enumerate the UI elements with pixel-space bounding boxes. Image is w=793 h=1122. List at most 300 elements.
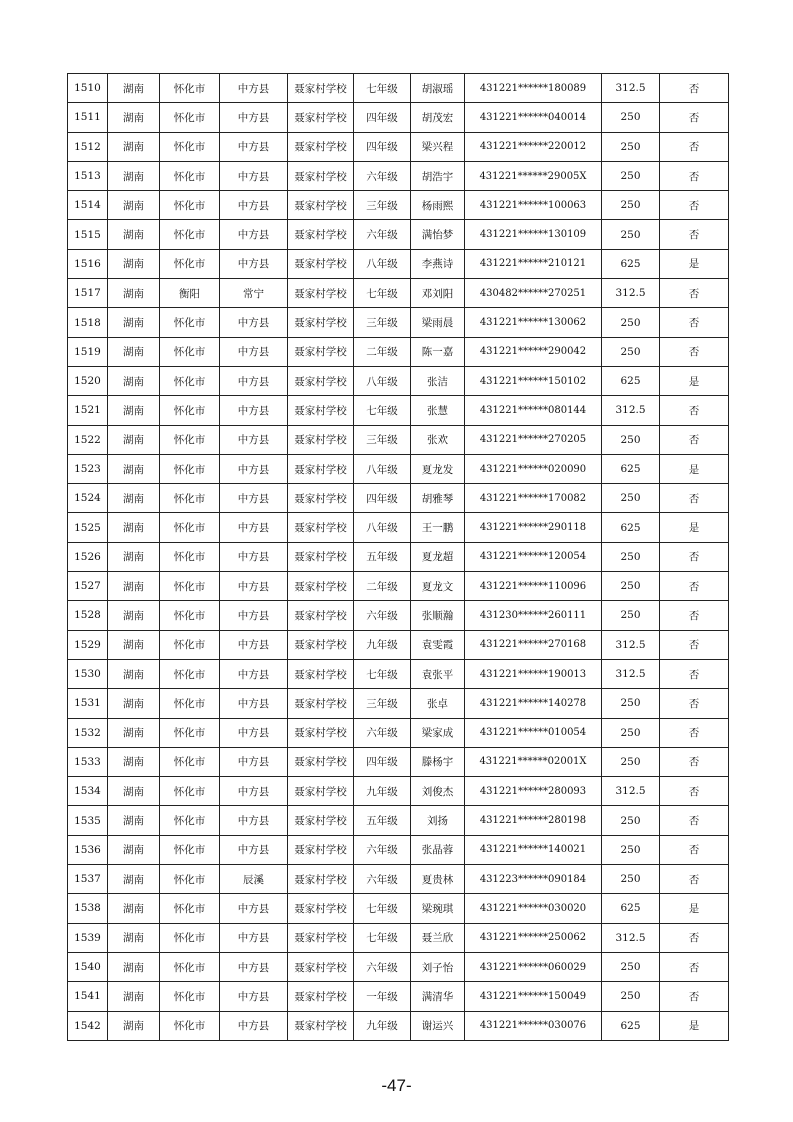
amount-cell: 250 bbox=[602, 103, 660, 132]
amount-cell: 250 bbox=[602, 747, 660, 776]
student-name-cell: 梁雨晨 bbox=[411, 308, 465, 337]
amount-cell: 250 bbox=[602, 865, 660, 894]
id-number-cell: 431221******250062 bbox=[465, 923, 602, 952]
county-cell: 中方县 bbox=[220, 777, 288, 806]
row-number-cell: 1540 bbox=[68, 952, 108, 981]
county-cell: 中方县 bbox=[220, 161, 288, 190]
city-cell: 怀化市 bbox=[160, 74, 220, 103]
row-number-cell: 1530 bbox=[68, 659, 108, 688]
id-number-cell: 431221******150049 bbox=[465, 982, 602, 1011]
amount-cell: 250 bbox=[602, 191, 660, 220]
table-row bbox=[68, 835, 729, 864]
id-number-cell: 431221******280198 bbox=[465, 806, 602, 835]
row-number-cell: 1510 bbox=[68, 74, 108, 103]
amount-cell: 625 bbox=[602, 1011, 660, 1040]
id-number-cell: 431221******170082 bbox=[465, 484, 602, 513]
city-cell: 怀化市 bbox=[160, 484, 220, 513]
id-number-cell: 431221******180089 bbox=[465, 74, 602, 103]
school-cell: 聂家村学校 bbox=[288, 747, 354, 776]
flag-cell: 否 bbox=[660, 132, 729, 161]
table-row bbox=[68, 982, 729, 1011]
province-cell: 湖南 bbox=[108, 601, 160, 630]
county-cell: 中方县 bbox=[220, 806, 288, 835]
city-cell: 怀化市 bbox=[160, 982, 220, 1011]
id-number-cell: 431221******130109 bbox=[465, 220, 602, 249]
county-cell: 中方县 bbox=[220, 454, 288, 483]
student-roster-table bbox=[67, 73, 729, 1041]
county-cell: 中方县 bbox=[220, 601, 288, 630]
city-cell: 怀化市 bbox=[160, 777, 220, 806]
province-cell: 湖南 bbox=[108, 630, 160, 659]
amount-cell: 312.5 bbox=[602, 630, 660, 659]
school-cell: 聂家村学校 bbox=[288, 806, 354, 835]
table-row bbox=[68, 513, 729, 542]
student-name-cell: 张晶蓉 bbox=[411, 835, 465, 864]
school-cell: 聂家村学校 bbox=[288, 249, 354, 278]
table-row bbox=[68, 894, 729, 923]
table-row bbox=[68, 103, 729, 132]
amount-cell: 250 bbox=[602, 689, 660, 718]
city-cell: 怀化市 bbox=[160, 191, 220, 220]
row-number-cell: 1521 bbox=[68, 396, 108, 425]
row-number-cell: 1526 bbox=[68, 542, 108, 571]
student-name-cell: 夏龙发 bbox=[411, 454, 465, 483]
student-name-cell: 胡浩宇 bbox=[411, 161, 465, 190]
student-name-cell: 满清华 bbox=[411, 982, 465, 1011]
school-cell: 聂家村学校 bbox=[288, 132, 354, 161]
grade-cell: 四年级 bbox=[354, 132, 411, 161]
grade-cell: 七年级 bbox=[354, 74, 411, 103]
flag-cell: 是 bbox=[660, 513, 729, 542]
table-row bbox=[68, 952, 729, 981]
county-cell: 中方县 bbox=[220, 572, 288, 601]
table-row bbox=[68, 865, 729, 894]
amount-cell: 312.5 bbox=[602, 396, 660, 425]
city-cell: 衡阳 bbox=[160, 279, 220, 308]
school-cell: 聂家村学校 bbox=[288, 396, 354, 425]
school-cell: 聂家村学校 bbox=[288, 894, 354, 923]
province-cell: 湖南 bbox=[108, 103, 160, 132]
school-cell: 聂家村学校 bbox=[288, 425, 354, 454]
county-cell: 中方县 bbox=[220, 103, 288, 132]
grade-cell: 六年级 bbox=[354, 865, 411, 894]
grade-cell: 六年级 bbox=[354, 161, 411, 190]
school-cell: 聂家村学校 bbox=[288, 161, 354, 190]
id-number-cell: 431221******210121 bbox=[465, 249, 602, 278]
amount-cell: 625 bbox=[602, 454, 660, 483]
row-number-cell: 1512 bbox=[68, 132, 108, 161]
amount-cell: 312.5 bbox=[602, 923, 660, 952]
table-row bbox=[68, 191, 729, 220]
amount-cell: 250 bbox=[602, 132, 660, 161]
county-cell: 中方县 bbox=[220, 659, 288, 688]
province-cell: 湖南 bbox=[108, 337, 160, 366]
flag-cell: 否 bbox=[660, 659, 729, 688]
id-number-cell: 431221******040014 bbox=[465, 103, 602, 132]
grade-cell: 三年级 bbox=[354, 308, 411, 337]
row-number-cell: 1535 bbox=[68, 806, 108, 835]
table-row bbox=[68, 572, 729, 601]
table-row bbox=[68, 396, 729, 425]
row-number-cell: 1520 bbox=[68, 366, 108, 395]
county-cell: 中方县 bbox=[220, 894, 288, 923]
city-cell: 怀化市 bbox=[160, 337, 220, 366]
grade-cell: 七年级 bbox=[354, 396, 411, 425]
city-cell: 怀化市 bbox=[160, 249, 220, 278]
grade-cell: 九年级 bbox=[354, 1011, 411, 1040]
flag-cell: 否 bbox=[660, 572, 729, 601]
city-cell: 怀化市 bbox=[160, 308, 220, 337]
table-row bbox=[68, 601, 729, 630]
flag-cell: 否 bbox=[660, 747, 729, 776]
table-row bbox=[68, 308, 729, 337]
county-cell: 中方县 bbox=[220, 982, 288, 1011]
amount-cell: 312.5 bbox=[602, 279, 660, 308]
county-cell: 中方县 bbox=[220, 513, 288, 542]
table-row bbox=[68, 220, 729, 249]
flag-cell: 否 bbox=[660, 308, 729, 337]
amount-cell: 250 bbox=[602, 308, 660, 337]
student-name-cell: 滕杨宇 bbox=[411, 747, 465, 776]
table-row bbox=[68, 923, 729, 952]
row-number-cell: 1525 bbox=[68, 513, 108, 542]
grade-cell: 四年级 bbox=[354, 484, 411, 513]
grade-cell: 一年级 bbox=[354, 982, 411, 1011]
grade-cell: 八年级 bbox=[354, 513, 411, 542]
grade-cell: 六年级 bbox=[354, 952, 411, 981]
city-cell: 怀化市 bbox=[160, 425, 220, 454]
table-row bbox=[68, 279, 729, 308]
county-cell: 中方县 bbox=[220, 484, 288, 513]
flag-cell: 否 bbox=[660, 777, 729, 806]
city-cell: 怀化市 bbox=[160, 161, 220, 190]
id-number-cell: 431221******290118 bbox=[465, 513, 602, 542]
city-cell: 怀化市 bbox=[160, 835, 220, 864]
city-cell: 怀化市 bbox=[160, 366, 220, 395]
province-cell: 湖南 bbox=[108, 747, 160, 776]
student-name-cell: 胡淑瑶 bbox=[411, 74, 465, 103]
table-row bbox=[68, 484, 729, 513]
grade-cell: 八年级 bbox=[354, 454, 411, 483]
county-cell: 中方县 bbox=[220, 308, 288, 337]
flag-cell: 否 bbox=[660, 982, 729, 1011]
county-cell: 中方县 bbox=[220, 542, 288, 571]
grade-cell: 七年级 bbox=[354, 279, 411, 308]
flag-cell: 否 bbox=[660, 396, 729, 425]
id-number-cell: 431221******280093 bbox=[465, 777, 602, 806]
id-number-cell: 431221******030076 bbox=[465, 1011, 602, 1040]
province-cell: 湖南 bbox=[108, 132, 160, 161]
amount-cell: 625 bbox=[602, 249, 660, 278]
id-number-cell: 431221******080144 bbox=[465, 396, 602, 425]
amount-cell: 625 bbox=[602, 366, 660, 395]
school-cell: 聂家村学校 bbox=[288, 220, 354, 249]
table-row bbox=[68, 161, 729, 190]
student-name-cell: 梁琬琪 bbox=[411, 894, 465, 923]
grade-cell: 七年级 bbox=[354, 894, 411, 923]
grade-cell: 五年级 bbox=[354, 542, 411, 571]
flag-cell: 否 bbox=[660, 835, 729, 864]
province-cell: 湖南 bbox=[108, 718, 160, 747]
flag-cell: 否 bbox=[660, 542, 729, 571]
id-number-cell: 431221******060029 bbox=[465, 952, 602, 981]
row-number-cell: 1541 bbox=[68, 982, 108, 1011]
table-row bbox=[68, 425, 729, 454]
row-number-cell: 1518 bbox=[68, 308, 108, 337]
grade-cell: 三年级 bbox=[354, 191, 411, 220]
province-cell: 湖南 bbox=[108, 74, 160, 103]
flag-cell: 否 bbox=[660, 601, 729, 630]
grade-cell: 九年级 bbox=[354, 777, 411, 806]
county-cell: 中方县 bbox=[220, 74, 288, 103]
county-cell: 中方县 bbox=[220, 952, 288, 981]
city-cell: 怀化市 bbox=[160, 659, 220, 688]
student-name-cell: 夏贵林 bbox=[411, 865, 465, 894]
province-cell: 湖南 bbox=[108, 982, 160, 1011]
id-number-cell: 431221******130062 bbox=[465, 308, 602, 337]
grade-cell: 三年级 bbox=[354, 689, 411, 718]
school-cell: 聂家村学校 bbox=[288, 454, 354, 483]
amount-cell: 312.5 bbox=[602, 74, 660, 103]
city-cell: 怀化市 bbox=[160, 952, 220, 981]
student-name-cell: 邓刘阳 bbox=[411, 279, 465, 308]
student-name-cell: 刘俊杰 bbox=[411, 777, 465, 806]
row-number-cell: 1528 bbox=[68, 601, 108, 630]
county-cell: 中方县 bbox=[220, 337, 288, 366]
amount-cell: 250 bbox=[602, 835, 660, 864]
province-cell: 湖南 bbox=[108, 806, 160, 835]
county-cell: 中方县 bbox=[220, 396, 288, 425]
student-name-cell: 满怡梦 bbox=[411, 220, 465, 249]
flag-cell: 是 bbox=[660, 1011, 729, 1040]
province-cell: 湖南 bbox=[108, 542, 160, 571]
flag-cell: 是 bbox=[660, 366, 729, 395]
student-name-cell: 夏龙超 bbox=[411, 542, 465, 571]
grade-cell: 二年级 bbox=[354, 337, 411, 366]
city-cell: 怀化市 bbox=[160, 513, 220, 542]
county-cell: 中方县 bbox=[220, 718, 288, 747]
flag-cell: 是 bbox=[660, 894, 729, 923]
flag-cell: 否 bbox=[660, 630, 729, 659]
province-cell: 湖南 bbox=[108, 865, 160, 894]
id-number-cell: 431221******140021 bbox=[465, 835, 602, 864]
province-cell: 湖南 bbox=[108, 835, 160, 864]
province-cell: 湖南 bbox=[108, 923, 160, 952]
student-name-cell: 聂兰欣 bbox=[411, 923, 465, 952]
row-number-cell: 1533 bbox=[68, 747, 108, 776]
school-cell: 聂家村学校 bbox=[288, 601, 354, 630]
amount-cell: 250 bbox=[602, 601, 660, 630]
province-cell: 湖南 bbox=[108, 454, 160, 483]
id-number-cell: 431221******010054 bbox=[465, 718, 602, 747]
amount-cell: 312.5 bbox=[602, 777, 660, 806]
grade-cell: 六年级 bbox=[354, 220, 411, 249]
flag-cell: 是 bbox=[660, 454, 729, 483]
student-name-cell: 张顺瀚 bbox=[411, 601, 465, 630]
row-number-cell: 1534 bbox=[68, 777, 108, 806]
province-cell: 湖南 bbox=[108, 279, 160, 308]
county-cell: 中方县 bbox=[220, 191, 288, 220]
city-cell: 怀化市 bbox=[160, 454, 220, 483]
school-cell: 聂家村学校 bbox=[288, 572, 354, 601]
school-cell: 聂家村学校 bbox=[288, 103, 354, 132]
flag-cell: 否 bbox=[660, 923, 729, 952]
amount-cell: 250 bbox=[602, 220, 660, 249]
school-cell: 聂家村学校 bbox=[288, 865, 354, 894]
student-name-cell: 李燕诗 bbox=[411, 249, 465, 278]
county-cell: 中方县 bbox=[220, 132, 288, 161]
county-cell: 中方县 bbox=[220, 366, 288, 395]
amount-cell: 312.5 bbox=[602, 659, 660, 688]
school-cell: 聂家村学校 bbox=[288, 659, 354, 688]
student-name-cell: 张欢 bbox=[411, 425, 465, 454]
province-cell: 湖南 bbox=[108, 689, 160, 718]
amount-cell: 250 bbox=[602, 337, 660, 366]
province-cell: 湖南 bbox=[108, 952, 160, 981]
student-name-cell: 梁家成 bbox=[411, 718, 465, 747]
table-row bbox=[68, 542, 729, 571]
school-cell: 聂家村学校 bbox=[288, 542, 354, 571]
grade-cell: 二年级 bbox=[354, 572, 411, 601]
row-number-cell: 1542 bbox=[68, 1011, 108, 1040]
school-cell: 聂家村学校 bbox=[288, 191, 354, 220]
grade-cell: 八年级 bbox=[354, 249, 411, 278]
id-number-cell: 431223******090184 bbox=[465, 865, 602, 894]
city-cell: 怀化市 bbox=[160, 630, 220, 659]
province-cell: 湖南 bbox=[108, 220, 160, 249]
student-name-cell: 袁雯霞 bbox=[411, 630, 465, 659]
row-number-cell: 1514 bbox=[68, 191, 108, 220]
id-number-cell: 431230******260111 bbox=[465, 601, 602, 630]
city-cell: 怀化市 bbox=[160, 542, 220, 571]
amount-cell: 250 bbox=[602, 982, 660, 1011]
id-number-cell: 431221******290042 bbox=[465, 337, 602, 366]
student-name-cell: 刘扬 bbox=[411, 806, 465, 835]
row-number-cell: 1523 bbox=[68, 454, 108, 483]
city-cell: 怀化市 bbox=[160, 601, 220, 630]
student-name-cell: 胡茂宏 bbox=[411, 103, 465, 132]
school-cell: 聂家村学校 bbox=[288, 279, 354, 308]
province-cell: 湖南 bbox=[108, 659, 160, 688]
flag-cell: 否 bbox=[660, 806, 729, 835]
grade-cell: 五年级 bbox=[354, 806, 411, 835]
student-name-cell: 杨雨熙 bbox=[411, 191, 465, 220]
flag-cell: 否 bbox=[660, 689, 729, 718]
row-number-cell: 1522 bbox=[68, 425, 108, 454]
province-cell: 湖南 bbox=[108, 366, 160, 395]
province-cell: 湖南 bbox=[108, 161, 160, 190]
grade-cell: 九年级 bbox=[354, 630, 411, 659]
flag-cell: 否 bbox=[660, 425, 729, 454]
row-number-cell: 1516 bbox=[68, 249, 108, 278]
id-number-cell: 431221******110096 bbox=[465, 572, 602, 601]
flag-cell: 否 bbox=[660, 718, 729, 747]
amount-cell: 250 bbox=[602, 542, 660, 571]
id-number-cell: 431221******140278 bbox=[465, 689, 602, 718]
id-number-cell: 431221******02001X bbox=[465, 747, 602, 776]
province-cell: 湖南 bbox=[108, 249, 160, 278]
county-cell: 常宁 bbox=[220, 279, 288, 308]
school-cell: 聂家村学校 bbox=[288, 366, 354, 395]
school-cell: 聂家村学校 bbox=[288, 308, 354, 337]
county-cell: 中方县 bbox=[220, 747, 288, 776]
id-number-cell: 431221******270168 bbox=[465, 630, 602, 659]
id-number-cell: 431221******190013 bbox=[465, 659, 602, 688]
school-cell: 聂家村学校 bbox=[288, 689, 354, 718]
amount-cell: 250 bbox=[602, 572, 660, 601]
student-name-cell: 谢运兴 bbox=[411, 1011, 465, 1040]
school-cell: 聂家村学校 bbox=[288, 835, 354, 864]
student-name-cell: 夏龙文 bbox=[411, 572, 465, 601]
row-number-cell: 1539 bbox=[68, 923, 108, 952]
province-cell: 湖南 bbox=[108, 396, 160, 425]
id-number-cell: 431221******29005X bbox=[465, 161, 602, 190]
school-cell: 聂家村学校 bbox=[288, 513, 354, 542]
id-number-cell: 431221******270205 bbox=[465, 425, 602, 454]
flag-cell: 否 bbox=[660, 337, 729, 366]
province-cell: 湖南 bbox=[108, 425, 160, 454]
province-cell: 湖南 bbox=[108, 777, 160, 806]
row-number-cell: 1538 bbox=[68, 894, 108, 923]
flag-cell: 是 bbox=[660, 249, 729, 278]
grade-cell: 六年级 bbox=[354, 601, 411, 630]
student-name-cell: 刘子怡 bbox=[411, 952, 465, 981]
table-row bbox=[68, 806, 729, 835]
school-cell: 聂家村学校 bbox=[288, 982, 354, 1011]
city-cell: 怀化市 bbox=[160, 894, 220, 923]
roster-body bbox=[68, 74, 729, 1041]
county-cell: 中方县 bbox=[220, 689, 288, 718]
city-cell: 怀化市 bbox=[160, 103, 220, 132]
school-cell: 聂家村学校 bbox=[288, 1011, 354, 1040]
school-cell: 聂家村学校 bbox=[288, 952, 354, 981]
row-number-cell: 1529 bbox=[68, 630, 108, 659]
id-number-cell: 431221******020090 bbox=[465, 454, 602, 483]
student-name-cell: 张卓 bbox=[411, 689, 465, 718]
school-cell: 聂家村学校 bbox=[288, 74, 354, 103]
id-number-cell: 430482******270251 bbox=[465, 279, 602, 308]
flag-cell: 否 bbox=[660, 220, 729, 249]
grade-cell: 七年级 bbox=[354, 923, 411, 952]
grade-cell: 六年级 bbox=[354, 835, 411, 864]
province-cell: 湖南 bbox=[108, 894, 160, 923]
id-number-cell: 431221******220012 bbox=[465, 132, 602, 161]
table-row bbox=[68, 366, 729, 395]
row-number-cell: 1527 bbox=[68, 572, 108, 601]
table-row bbox=[68, 454, 729, 483]
student-name-cell: 陈一嘉 bbox=[411, 337, 465, 366]
province-cell: 湖南 bbox=[108, 308, 160, 337]
city-cell: 怀化市 bbox=[160, 132, 220, 161]
amount-cell: 625 bbox=[602, 894, 660, 923]
amount-cell: 250 bbox=[602, 425, 660, 454]
row-number-cell: 1532 bbox=[68, 718, 108, 747]
amount-cell: 250 bbox=[602, 718, 660, 747]
flag-cell: 否 bbox=[660, 865, 729, 894]
id-number-cell: 431221******030020 bbox=[465, 894, 602, 923]
province-cell: 湖南 bbox=[108, 513, 160, 542]
grade-cell: 八年级 bbox=[354, 366, 411, 395]
city-cell: 怀化市 bbox=[160, 718, 220, 747]
table-row bbox=[68, 747, 729, 776]
table-row bbox=[68, 74, 729, 103]
school-cell: 聂家村学校 bbox=[288, 484, 354, 513]
school-cell: 聂家村学校 bbox=[288, 337, 354, 366]
row-number-cell: 1513 bbox=[68, 161, 108, 190]
county-cell: 中方县 bbox=[220, 923, 288, 952]
grade-cell: 六年级 bbox=[354, 718, 411, 747]
county-cell: 中方县 bbox=[220, 1011, 288, 1040]
